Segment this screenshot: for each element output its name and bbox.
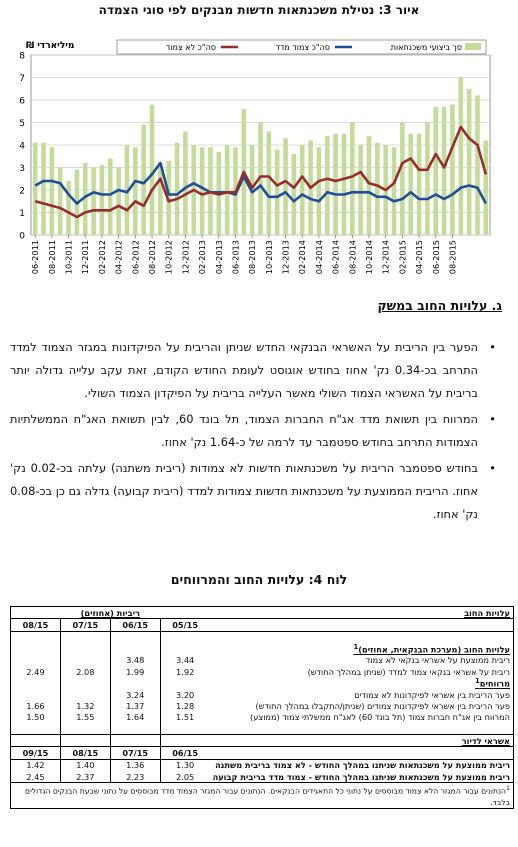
y-tick-label: 7 (19, 74, 25, 84)
table-value-cell (60, 677, 110, 689)
y-tick-label: 2 (19, 186, 25, 197)
table-value-cell (110, 677, 160, 689)
bullet-item (10, 457, 496, 526)
row-label-text: ריבית ממוצעת על אשראי בנקאי לא צמוד (365, 655, 510, 666)
bullet-list (10, 336, 496, 529)
table-month-header: 05/15 (160, 619, 209, 631)
bar-total-mortgages (175, 143, 180, 235)
bar-total-mortgages (300, 145, 305, 235)
table-value-cell (160, 723, 209, 735)
x-tick-label: 02-2014 (297, 240, 308, 275)
table-value-cell (11, 723, 61, 735)
x-tick-label: 12-2012 (180, 240, 191, 275)
bar-total-mortgages (91, 168, 96, 236)
table-value-cell (110, 631, 160, 643)
table-row-label (210, 643, 514, 655)
footnote-marker: 1 (505, 785, 510, 793)
x-tick-label: 06-2013 (230, 239, 241, 275)
bullet-dot-icon: • (489, 461, 496, 475)
table-value-cell (11, 735, 61, 747)
table-header-row (11, 607, 514, 619)
bar-total-mortgages (183, 132, 188, 236)
footnote-marker: 1 (353, 642, 359, 651)
x-tick-label: 12-2013 (280, 240, 291, 275)
footnote-text: הנתונים עבור המגזר הלא צמוד מבוססים על נתוני כל התאגידים הבנקאים. הנתונים עבור המגזר הצמוד מדד מבוססים על נתוני שבעת הבנקים הגדולים בלבד. (25, 786, 510, 807)
table-section-label: אשראי לדיור (210, 735, 514, 747)
bullet-text: המרווח בין תשואת מדד אג"ח החברות הצמוד, תל בונד 60, לבין תשואת האג"ח הממשלתיות הצמודות התרחב בחודש ספטמבר עד לרמה של כ-1.64 נק' אחוז. (10, 412, 478, 449)
table-value-cell: 1.55 (60, 712, 110, 723)
table-header-label: עלויות החוב (464, 607, 510, 618)
table-value-cell: 1.64 (110, 712, 160, 723)
x-tick-label: 12-2014 (380, 240, 391, 275)
section-title: ג. עלויות החוב במשק (377, 298, 502, 313)
bar-total-mortgages (200, 147, 205, 235)
bar-total-mortgages (358, 145, 363, 235)
table-value-cell: 3.48 (110, 655, 160, 666)
table-months-row (11, 619, 514, 631)
table-value-cell: 2.08 (60, 666, 110, 677)
bar-total-mortgages (442, 107, 447, 235)
table-month-header: 06/15 (160, 747, 209, 759)
unit-label: מיליארדי ₪ (26, 41, 75, 51)
table-value-cell (11, 643, 61, 655)
table-value-cell (60, 643, 110, 655)
y-tick-label: 0 (19, 231, 25, 242)
bar-total-mortgages (425, 123, 430, 236)
table-value-cell (60, 689, 110, 700)
bullet-item (10, 408, 496, 454)
bar-total-mortgages (467, 89, 472, 235)
table-header-rates: ריביות (אחוזים) (80, 607, 140, 618)
y-tick-label: 3 (19, 164, 25, 174)
bar-total-mortgages (275, 150, 280, 236)
table-value-cell (110, 643, 160, 655)
table-value-cell: 1.30 (160, 759, 209, 771)
x-tick-label: 10-2013 (263, 240, 274, 275)
bar-total-mortgages (350, 123, 355, 236)
table-value-cell: 1.42 (26, 760, 45, 771)
table-row (11, 666, 514, 677)
legend (117, 40, 486, 54)
table-row-label (210, 666, 514, 677)
table-row-label: ריבית ממוצעת על משכנתאות שניתנו במהלך החודש - לא צמוד בריבית משתנה (215, 760, 510, 771)
table-value-cell: 1.32 (60, 700, 110, 711)
y-tick-label: 6 (19, 96, 25, 107)
table-row-label (210, 677, 514, 689)
legend-label-indexed: סה"כ צמוד מדד (275, 43, 330, 52)
table-month-header: 09/15 (11, 747, 61, 759)
mortgage-chart (0, 18, 518, 290)
x-tick-label: 06-2014 (330, 240, 341, 275)
figure-title: איור 3: נטילת משכנתאות חדשות מבנקים לפי סוגי הצמדה (98, 3, 420, 17)
bar-total-mortgages (333, 134, 338, 235)
x-tick-label: 04-2012 (113, 240, 124, 275)
bar-total-mortgages (450, 105, 455, 236)
bar-total-mortgages (66, 181, 71, 235)
bar-total-mortgages (367, 136, 372, 235)
table-month-header: 08/15 (11, 619, 61, 631)
legend-label-total: סך ביצועי משכנתאות (390, 43, 462, 52)
table-value-cell: 1.50 (26, 712, 45, 723)
table-row (11, 677, 514, 689)
table-value-cell (110, 723, 160, 735)
bar-total-mortgages (400, 123, 405, 236)
table-value-cell: 1.51 (160, 712, 209, 723)
bar-total-mortgages (342, 134, 347, 235)
bar-total-mortgages (408, 134, 413, 235)
bullet-item (10, 336, 496, 405)
row-label-text: מרווחים (479, 678, 510, 689)
bar-total-mortgages (133, 147, 138, 235)
x-tick-label: 10-2014 (363, 240, 374, 275)
x-tick-label: 08-2012 (147, 240, 158, 275)
table-value-cell: 2.23 (110, 771, 160, 783)
y-tick-label: 4 (19, 141, 25, 152)
table-value-cell (11, 631, 61, 643)
x-tick-label: 04-2014 (313, 240, 324, 275)
table-section-row (11, 735, 514, 747)
footnote-marker: 1 (475, 677, 480, 686)
x-tick-label: 02-2015 (397, 240, 408, 275)
table-month-header: 06/15 (110, 619, 160, 631)
table-value-cell: 3.24 (110, 689, 160, 700)
bar-total-mortgages (433, 107, 438, 235)
table-value-cell (60, 655, 110, 666)
table-row (11, 689, 514, 700)
table-value-cell: 1.40 (60, 759, 110, 771)
table-value-cell (160, 735, 209, 747)
table-label-cell (210, 723, 514, 735)
table-row (11, 655, 514, 666)
x-tick-label: 04-2013 (213, 240, 224, 275)
table-value-cell: 2.45 (26, 771, 45, 782)
bar-total-mortgages (116, 168, 121, 236)
table-label-cell (210, 619, 514, 631)
bar-total-mortgages (375, 143, 380, 235)
table-row-label: ריבית ממוצעת על משכנתאות שניתנו במהלך החודש - צמוד מדד בריבית קבועה (212, 771, 510, 782)
bar-total-mortgages (108, 159, 113, 236)
bar-total-mortgages (267, 132, 272, 236)
table-row-label (210, 712, 514, 723)
table-value-cell: 2.05 (160, 771, 209, 783)
bar-total-mortgages (50, 147, 55, 235)
table-value-cell: 1.36 (110, 759, 160, 771)
bar-total-mortgages (484, 141, 489, 236)
table-value-cell (11, 689, 61, 700)
bar-total-mortgages (458, 78, 463, 236)
table-value-cell (160, 631, 209, 643)
table-value-cell (11, 655, 61, 666)
bar-total-mortgages (150, 105, 155, 236)
table-row (11, 759, 514, 771)
table-value-cell: 3.20 (160, 689, 209, 700)
table-spacer-row (11, 631, 514, 643)
table-value-cell (110, 735, 160, 747)
legend-swatch-total (465, 43, 481, 50)
legend-label-nonindexed: סה"כ לא צמוד (165, 43, 216, 52)
table-footnote (11, 783, 514, 809)
table-row-label (210, 700, 514, 711)
table-value-cell: 1.66 (26, 700, 45, 711)
bar-total-mortgages (41, 143, 46, 235)
row-label-text: ריבית על אשראי בנקאי צמוד למדד (שניתן במהלך החודש) (307, 666, 510, 677)
bar-total-mortgages (317, 147, 322, 235)
table-value-cell: 2.37 (60, 771, 110, 783)
table-value-cell: 2.49 (26, 666, 45, 677)
table-value-cell (160, 677, 209, 689)
bar-total-mortgages (283, 138, 288, 235)
table-footnote-row (11, 783, 514, 809)
x-tick-label: 06-2015 (430, 240, 441, 275)
table-row-label (210, 655, 514, 666)
x-tick-label: 08-2013 (247, 240, 258, 275)
bar-total-mortgages (392, 147, 397, 235)
bar-total-mortgages (325, 136, 330, 235)
bullet-dot-icon: • (489, 340, 496, 354)
table-row (11, 700, 514, 711)
table-value-cell (60, 735, 110, 747)
x-tick-label: 08-2014 (347, 240, 358, 275)
x-tick-label: 08-2015 (447, 240, 458, 275)
table-value-cell (60, 631, 110, 643)
table-month-header: 07/15 (110, 747, 160, 759)
x-tick-label: 02-2013 (197, 240, 208, 275)
row-label-text: עלויות החוב (מערכת הבנקאית, אחוזים) (358, 644, 510, 655)
table-value-cell (160, 643, 209, 655)
bar-total-mortgages (417, 134, 422, 235)
table-row-label (210, 689, 514, 700)
table-month-header: 08/15 (60, 747, 110, 759)
bullet-dot-icon: • (489, 412, 496, 426)
table-title: לוח 4: עלויות החוב והמרווחים (170, 572, 348, 587)
table-label-cell (210, 631, 514, 643)
y-tick-label: 8 (19, 51, 25, 62)
x-tick-label: 10-2011 (63, 240, 74, 275)
table-value-cell (60, 723, 110, 735)
row-label-text: פער הריבית בין אשראי לפיקדונות לא צמודים (354, 689, 510, 700)
table-value-cell: 1.37 (110, 700, 160, 711)
table-value-cell: 1.99 (110, 666, 160, 677)
x-tick-label: 06-2011 (30, 240, 41, 275)
table-row (11, 712, 514, 723)
row-label-text: פער הריבית בין אשראי לפיקדונות צמודים (שניתן/התקבלו במהלך החודש) (255, 700, 510, 711)
bar-total-mortgages (475, 96, 480, 236)
table-value-cell: 1.28 (160, 700, 209, 711)
table-value-cell: 3.44 (160, 655, 209, 666)
table-month-header: 07/15 (60, 619, 110, 631)
y-tick-label: 5 (19, 119, 25, 129)
bar-total-mortgages (58, 168, 63, 236)
y-tick-label: 1 (19, 209, 25, 219)
bar-total-mortgages (100, 165, 105, 235)
bullet-text: בחודש ספטמבר הריבית על משכנתאות חדשות לא צמודות (ריבית משתנה) עלתה בכ-0.02 נק' אחוז. הריבית הממוצעת על משכנתאות חדשות צמודות למדד (ריבית קבועה) גדלה גם כן בכ-0.08 נק' אחוז. (10, 461, 478, 521)
table-value-cell (11, 677, 61, 689)
bar-total-mortgages (33, 143, 38, 235)
x-tick-label: 08-2011 (46, 240, 57, 275)
table-value-cell: 1.92 (160, 666, 209, 677)
bullet-text: הפער בין הריבית על האשראי הבנקאי החדש שניתן והריבית על הפיקדונות במגזר הצמוד למדד התרחב בכ-0.34 נק' אחוז בחודש אוגוסט לעומת החודש הקודם, זאת עקב עלייה גדולה יותר בריבית על האשראי הצמוד השולי מאשר העלייה בריבית על הפיקדון הצמוד השולי. (10, 340, 479, 400)
x-tick-label: 06-2012 (130, 240, 141, 275)
debt-costs-table (10, 606, 514, 809)
x-tick-label: 10-2012 (163, 240, 174, 275)
x-tick-label: 12-2011 (80, 240, 91, 275)
table-row (11, 643, 514, 655)
bar-total-mortgages (292, 154, 297, 235)
bar-total-mortgages (225, 145, 230, 235)
row-label-text: המרווח בין אג"ח חברות צמוד (תל בונד 60) לאג"ח ממשלתי צמוד (ממוצע) (250, 712, 510, 723)
table-months-row (11, 747, 514, 759)
table-spacer-row (11, 723, 514, 735)
table-row (11, 771, 514, 783)
table-label-cell (210, 747, 514, 759)
x-tick-label: 02-2012 (96, 240, 107, 275)
x-tick-label: 04-2015 (414, 240, 425, 275)
